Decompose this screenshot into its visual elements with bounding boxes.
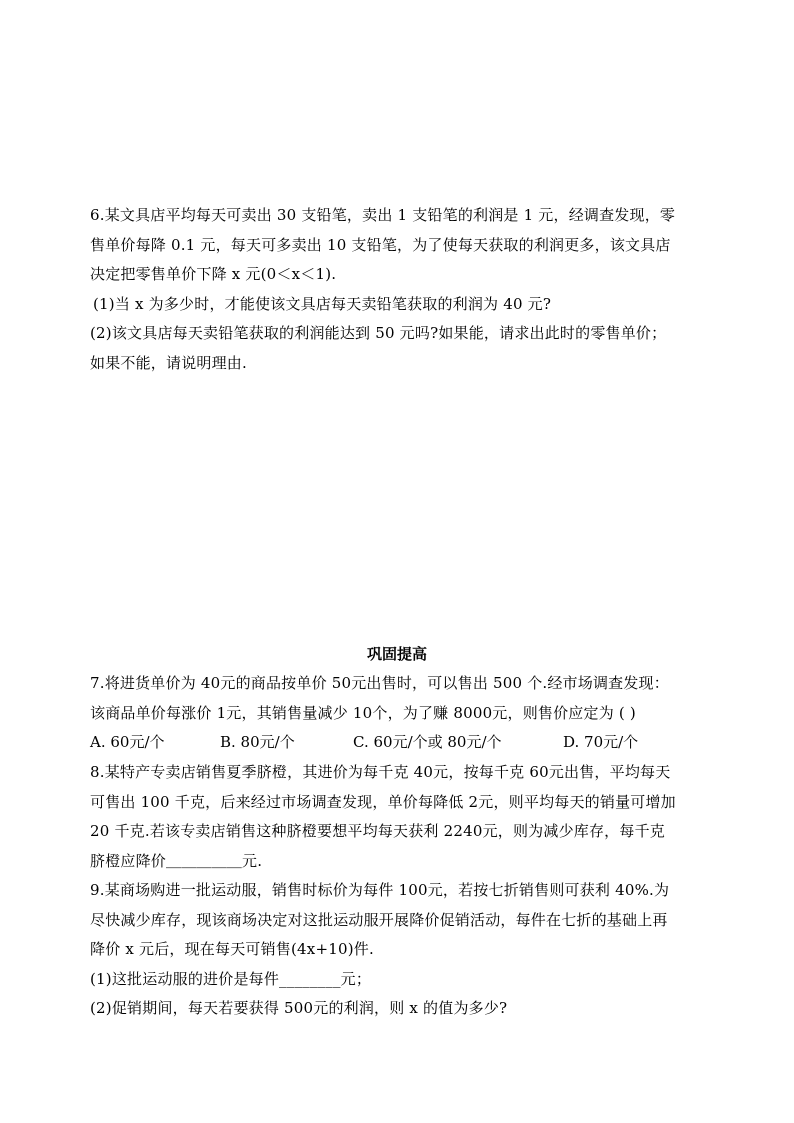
question-9-line-1: 9.某商场购进一批运动服，销售时标价为每件 100元，若按七折销售则可获利 40%.为 [90,881,670,899]
option-d: D. 70元/个 [563,733,639,751]
question-9 [90,876,704,1024]
option-b: B. 80元/个 [220,733,295,751]
question-8 [90,758,704,876]
question-8-line-2: 可售出 100 千克，后来经过市场调查发现，单价每降低 2元，则平均每天的销量可增加 [90,792,676,811]
question-8-line-4: 脐橙应降价＿＿＿＿＿元. [90,851,263,870]
question-6-part-2-line-2: 如果不能，请说明理由. [90,353,247,372]
question-9-line-3: 降价 x 元后，现在每天可销售(4x+10)件. [90,940,374,958]
question-6-part-1: (1)当 x 为多少时，才能使该文具店每天卖铅笔获取的利润为 40 元? [93,294,552,313]
question-7-line-2: 该商品单价每涨价 1元，其销售量减少 10个，为了赚 8000元，则售价应定为 ( ) [90,703,636,722]
question-6-part-2-line-1: (2)该文具店每天卖铅笔获取的利润能达到 50 元吗?如果能，请求出此时的零售单价； [90,324,667,342]
question-7 [90,669,704,758]
section-title: 巩固提高 [366,645,427,663]
question-9-line-2: 尽快减少库存，现该商场决定对这批运动服开展降价促销活动，每件在七折的基础上再 [90,910,668,929]
question-6-line-3: 决定把零售单价下降 x 元(0＜x＜1). [90,265,337,283]
question-6-line-1: 6.某文具店平均每天可卖出 30 支铅笔，卖出 1 支铅笔的利润是 1 元，经调查发现，零 [90,206,676,224]
question-6 [90,201,704,378]
question-6-line-2: 售单价每降 0.1 元，每天可多卖出 10 支铅笔，为了使每天获取的利润更多，该文具店 [90,235,671,254]
option-c: C. 60元/个或 80元/个 [353,733,502,751]
question-8-line-3: 20 千克.若该专卖店销售这种脐橙要想平均每天获利 2240元，则为减少库存，每千克 [90,822,665,840]
question-8-line-1: 8.某特产专卖店销售夏季脐橙，其进价为每千克 40元，按每千克 60元出售，平均每天 [90,763,671,781]
question-7-options [90,728,704,758]
option-a: A. 60元/个 [90,733,165,751]
question-9-part-1: (1)这批运动服的进价是每件________元； [90,969,372,988]
question-7-line-1: 7.将进货单价为 40元的商品按单价 50元出售时，可以售出 500 个.经市场调查发现： [90,674,669,692]
question-9-part-2: (2)促销期间，每天若要获得 500元的利润，则 x 的值为多少? [90,999,508,1017]
